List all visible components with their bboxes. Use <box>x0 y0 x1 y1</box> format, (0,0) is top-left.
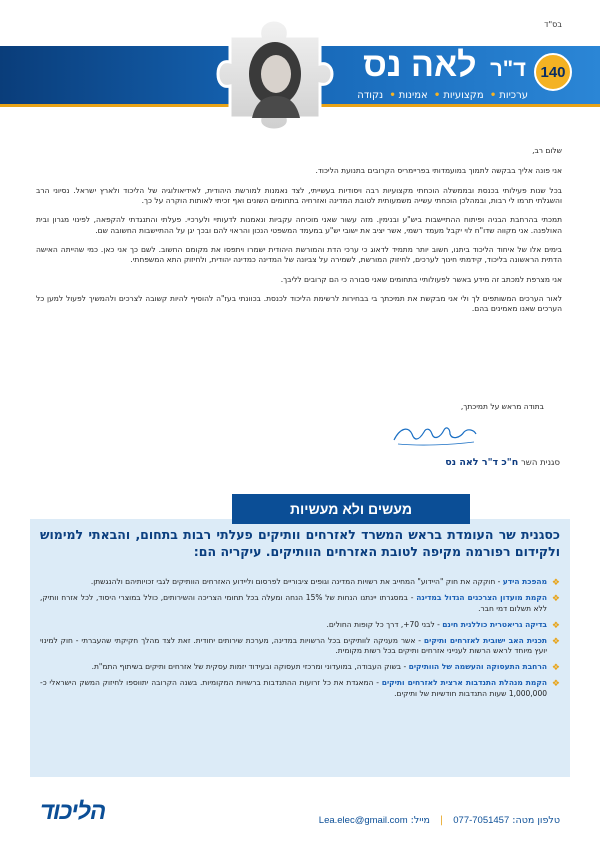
bsd-header: בס"ד <box>544 20 562 29</box>
likud-logo: הליכוד <box>40 798 106 825</box>
letter-paragraph: בכל שנות פעילותי בכנסת ובממשלה הוכחתי מקצועיות רבה ויסודיות בעשייתי, לצד נאמנות למורשת היהודית, לאידיאולוגיה של הליכוד ולארץ ישראל. נסיוני הרב והשגלתי תרמו לי רבות, ובמהלכן הוכחתי עשייה משמעותית לטובת המדינה ואזרחיה בתחומים השונים ואף זכיתי לאותות הוקרה על כך. <box>36 185 562 206</box>
deed-item: ❖ מהפכת הידע - חוקקה את חוק "היידוע" המחייב את רשויות המדינה וגופים ציבוריים לפרסום וליידוע האזרחים הוותיקים לגבי זכויותיהם ולהנגשתן. <box>90 577 560 588</box>
letter-body <box>36 146 562 324</box>
value-item: אמינות <box>398 90 428 101</box>
deeds-intro: כסגנית שר העומדת בראש המשרד לאזרחים וותיקים פעלתי רבות בתחום, והבאתי למימוש ולקידום רפורמה מקיפה לטובת האזרחים הוותיקים. עיקריה הם: <box>40 527 560 559</box>
letter-paragraph: לאור הערכים המשותפים לך ולי אני מבקשת את תמיכתך בי בבחירות לרשימת הליכוד לכנסת. בכוונתי בעז"ה להוסיף להיות קשובה לצרכים ולהמשיך לפעול למען כל הערכים שאנו מאמינים בהם. <box>36 294 562 314</box>
deed-item: ❖ בדיקה גריאטרית כוללנית חינם - לבני 70+, דרך כל קופות החולים. <box>326 619 560 631</box>
signer-prefix: סגנית השר <box>521 458 560 468</box>
candidate-title: ד"ר <box>490 56 526 81</box>
value-item: נקודה <box>357 90 384 101</box>
deeds-list <box>40 577 560 705</box>
deed-item: ❖ תכנית האב ישובית לאזרחים ותיקים - אשר מעניקה לוותיקים בכל הרשויות במדינה, מערכת שירותים יחודית. זאת לצד מהלך חקיקתי שהעברתי - חוק למינוי יועץ מיוחד לראש הרשות לענייני אזרחים ותיקים בכל רשות מקומית. <box>40 635 560 656</box>
candidate-name-text: לאה נס <box>363 46 477 84</box>
value-item: מקצועיות <box>443 90 484 101</box>
email-link[interactable]: Lea.elec@gmail.com <box>318 815 408 826</box>
values-line: ערכיות• מקצועיות• אמינות• נקודה <box>357 90 528 101</box>
value-item: ערכיות <box>499 90 528 101</box>
phone-label: טלפון מטה: <box>512 815 560 826</box>
deed-item: ❖ הקמת מועדון הצרכנים הגדול במדינה - במסגרתו יינתנו הנחות של 15% הנחה ומעלה בכל תחומי הצריכה והשירותים, כולל במוצרי היסוד, לכל אזרח וותיק, ללא תשלום דמי חבר. <box>40 592 560 613</box>
candidate-name <box>363 46 526 85</box>
candidate-number-badge: 140 <box>534 53 572 91</box>
deed-item: ❖ הרחבת התעסוקה והעשמה של הוותיקים - בשוק העבודה, במועדוני ומרכזי תעסוקה ובעידוד יזמות עסקית של אזרחים ותיקים בשיתוף התמ"ת. <box>91 662 560 674</box>
closing-line: בתודה מראש על תמיכתך, <box>460 402 544 411</box>
letter-paragraph: אני מצרפת למכתב זה מידע באשר לפעולותיי בתחומים שאני סבורה כי הם קרובים לליבך. <box>280 274 562 284</box>
deed-item: ❖ הקמת מנהלת התנדבות ארצית לאזרחים ותיקים - המאגדת את כל זרועות ההתנדבות ברשויות המקומיות. בשנה הקרובה יתווספו לחיזוק המשק הישראלי כ- 1,000,000 שעות התנדבות חודשיות של ותיקים. <box>40 678 560 698</box>
letter-paragraph: תמכתי בהרחבת הבניה ופיתוח ההתיישבות ביש"ע ובנימין. מזה עשור שאני מוכיחה עקביות ונאמנות לדעותיי ולערכיי. פעלתי והתנגדתי להקפאה, לפינוי מגרון ובית האולפנה. אני מקווה שדו"ח לוי יקבל מעמד רשמי, אשר יציב את ישובי יש"ע במעמד המשפטי הנכון והראוי להם ובכך יגן על ההתיישבות החשובה שם. <box>36 215 562 235</box>
candidate-photo-puzzle <box>216 14 334 132</box>
letter-paragraph: בימים אלו של איחוד הליכוד ביתנו, חשוב יותר מתמיד לדאוג כי ערכי הדת והמורשת היהודית ישמרו ויתפסו את מקומם החשוב. לשם כך אני כאן. כמי שהייתה האישה הדתית הראשונה בליכוד, קידמתי חינוך לערכים, לחיזוק המורשת, לשמירה על צביונה של המדינה כמדינה יהודית, ולחיזוק התא המשפחתי. <box>36 245 562 265</box>
signer-line <box>445 457 560 468</box>
handwritten-signature <box>390 420 480 448</box>
phone-value[interactable]: 077-7051457 <box>453 815 510 826</box>
greeting: שלום רב, <box>532 146 562 155</box>
contact-line: טלפון מטה: 077-7051457 | מייל: Lea.elec@gmail.com <box>318 815 560 826</box>
signer-name: ח"כ ד"ר לאה נס <box>445 457 519 468</box>
email-label: מייל: <box>410 815 430 826</box>
letter-paragraph: אני פונה אליך בבקשה לתמוך במועמדותי בפריימריס הקרובים בתנועת הליכוד. <box>315 166 562 176</box>
deeds-title: מעשים ולא מעשיות <box>232 494 470 524</box>
